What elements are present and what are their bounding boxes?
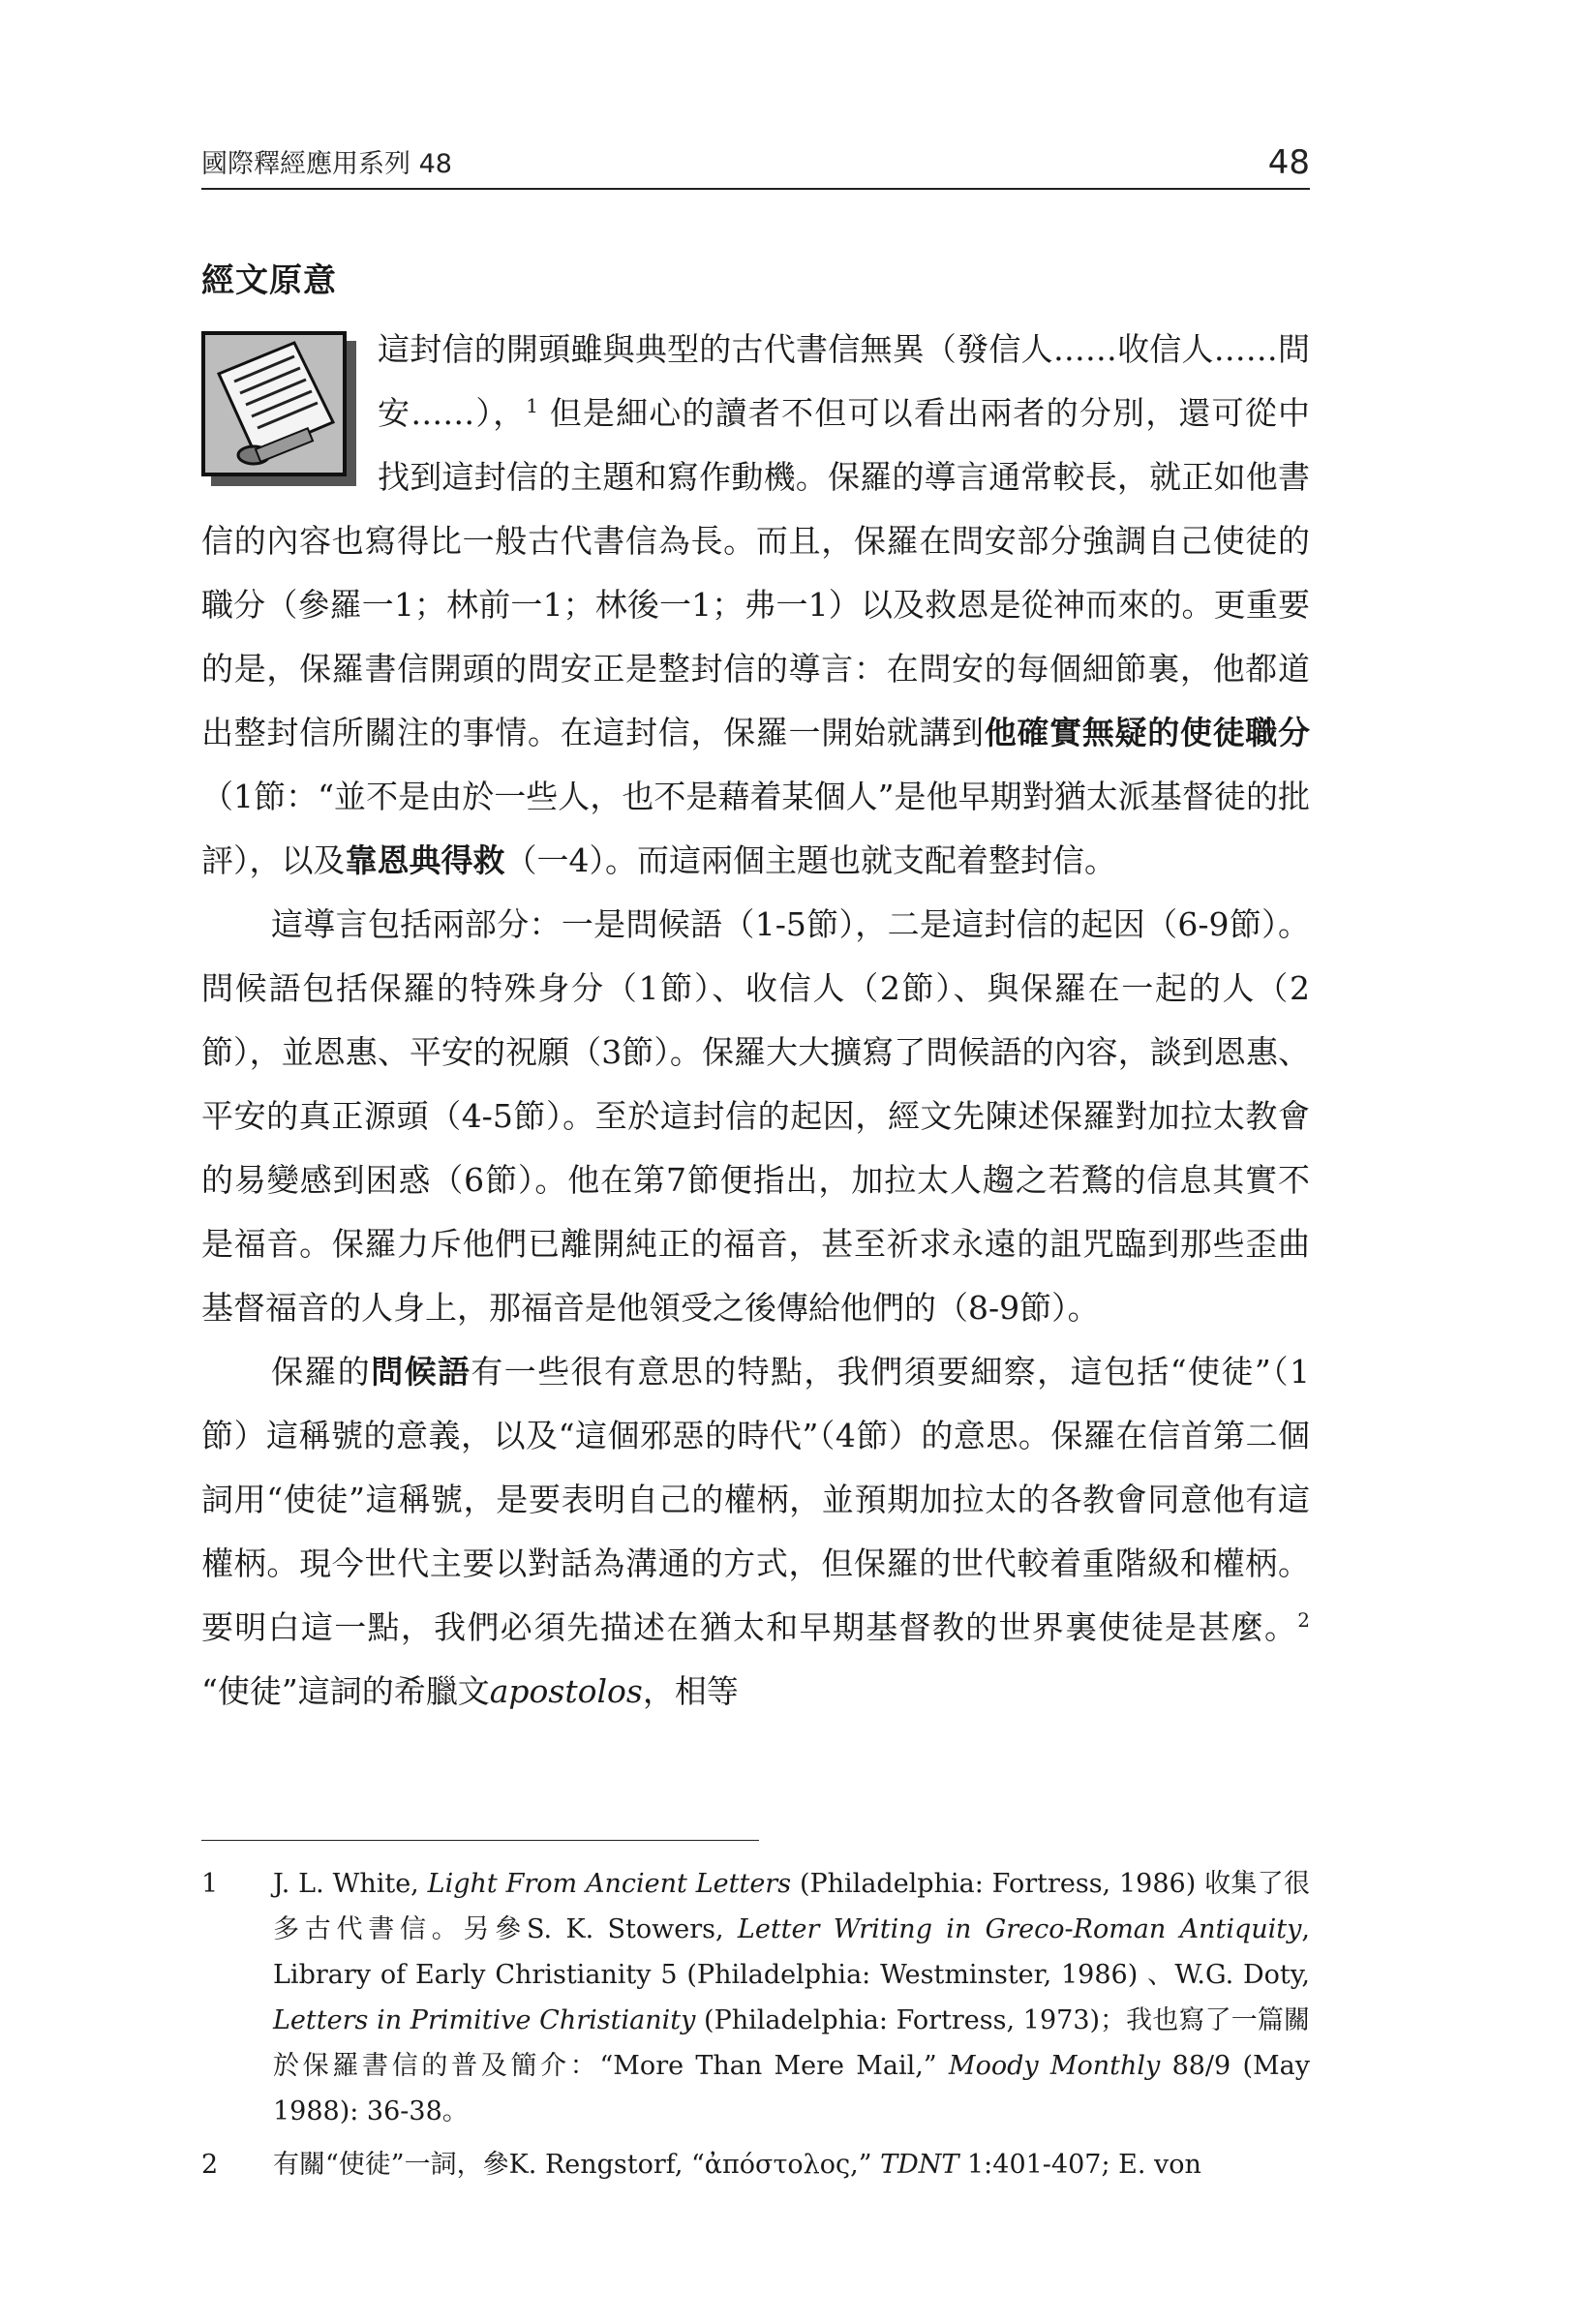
footnote-2 xyxy=(201,2142,1310,2187)
p1-emphasis-2: 靠恩典得救 xyxy=(345,841,505,879)
p1-text-3: （1節：“並不是由於一些人，也不是藉着某個人”是他早期對猶太派基督徒的批評），以及 xyxy=(201,778,1310,879)
book-title: Letter Writing in Greco-Roman Antiquity xyxy=(737,1914,1302,1944)
p3-greek-term: apostolos xyxy=(489,1672,643,1710)
footnote-number: 2 xyxy=(201,2150,219,2180)
footnote-text: 88/9 (May 1988): 36-38。 xyxy=(273,2051,1311,2126)
scroll-icon-frame xyxy=(201,331,347,476)
footnote-text: , Library of Early Christianity 5 (Philadelphia: Westminster, 1986) 、W.G. Doty, xyxy=(273,1914,1310,1990)
footnote-text: 1:401-407; E. von xyxy=(958,2150,1201,2180)
footnote-text: J. L. White, xyxy=(273,1869,428,1899)
footnote-text: (Philadelphia: Fortress, 1973)；我也寫了一篇關於保羅書信的普及簡介：“More Than Mere Mail,” xyxy=(273,2005,1310,2081)
book-title: Letters in Primitive Christianity xyxy=(273,2005,696,2035)
p3-text-3: “使徒”這詞的希臘文 xyxy=(201,1672,490,1710)
p1-text-2: 但是細心的讀者不但可以看出兩者的分別，還可從中找到這封信的主題和寫作動機。保羅的導言通常較長，就正如他書信的內容也寫得比一般古代書信為長。而且，保羅在問安部分強調自己使徒的職分（參羅一1；林前一1；林後一1；弗一1）以及救恩是從神而來的。更重要的是，保羅書信開頭的問安正是整封信的導言：在問安的每個細節裏，他都道出整封信所關注的事情。在這封信，保羅一開始就講到 xyxy=(201,394,1310,751)
p1-text-1: 這封信的開頭雖與典型的古代書信無異（發信人……收信人……問安……）， xyxy=(378,330,1310,432)
running-header xyxy=(201,138,1310,190)
footnote-text: 有關“使徒”一詞，參K. Rengstorf, “ἀπόστολος,” xyxy=(273,2150,881,2180)
footnote-divider xyxy=(201,1840,759,1841)
footnote-1 xyxy=(201,1861,1310,2134)
p1-text-4: （一4）。而這兩個主題也就支配着整封信。 xyxy=(504,841,1116,879)
p3-text-1: 保羅的 xyxy=(271,1353,372,1391)
footnote-ref-2[interactable]: 2 xyxy=(1297,1608,1310,1632)
journal-title: TDNT xyxy=(880,2150,959,2180)
book-title: Light From Ancient Letters xyxy=(427,1869,792,1899)
footnote-text: (Philadelphia: Fortress, 1986) 收集了很多古代書信。另參S. K. Stowers, xyxy=(273,1869,1311,1944)
scroll-icon xyxy=(201,331,356,486)
p3-text-4: ，相等 xyxy=(642,1672,739,1710)
paragraph-2: 這導言包括兩部分：一是問候語（1-5節），二是這封信的起因（6-9節）。問候語包括保羅的特殊身分（1節）、收信人（2節）、與保羅在一起的人（2節），並恩惠、平安的祝願（3節）。保羅大大擴寫了問候語的內容，談到恩惠、平安的真正源頭（4-5節）。至於這封信的起因，經文先陳述保羅對加拉太教會的易變感到困惑（6節）。他在第7節便指出，加拉太人趨之若鶩的信息其實不是福音。保羅力斥他們已離開純正的福音，甚至祈求永遠的詛咒臨到那些歪曲基督福音的人身上，那福音是他領受之後傳給他們的（8-9節）。 xyxy=(201,905,1310,1327)
main-text xyxy=(201,318,1310,1724)
section-heading: 經文原意 xyxy=(201,261,337,300)
footnotes xyxy=(201,1861,1310,2195)
p1-emphasis-1: 他確實無疑的使徒職分 xyxy=(984,714,1311,751)
p3-text-2: 有一些很有意思的特點，我們須要細察，這包括“使徒”（1節）這稱號的意義，以及“這個邪惡的時代”（4節）的意思。保羅在信首第二個詞用“使徒”這稱號，是要表明自己的權柄，並預期加拉太的各教會同意他有這權柄。現今世代主要以對話為溝通的方式，但保羅的世代較着重階級和權柄。要明白這一點，我們必須先描述在猶太和早期基督教的世界裏使徒是甚麼。 xyxy=(201,1353,1311,1646)
paragraph-3 xyxy=(201,1340,1310,1724)
running-title: 國際釋經應用系列 48 xyxy=(201,149,452,179)
paragraph-1 xyxy=(201,318,1310,893)
footnote-ref-1[interactable]: 1 xyxy=(526,394,539,417)
page-number: 48 xyxy=(1267,143,1310,182)
p3-emphasis-1: 問候語 xyxy=(371,1353,471,1391)
footnote-number: 1 xyxy=(201,1869,219,1899)
journal-title: Moody Monthly xyxy=(948,2051,1161,2081)
